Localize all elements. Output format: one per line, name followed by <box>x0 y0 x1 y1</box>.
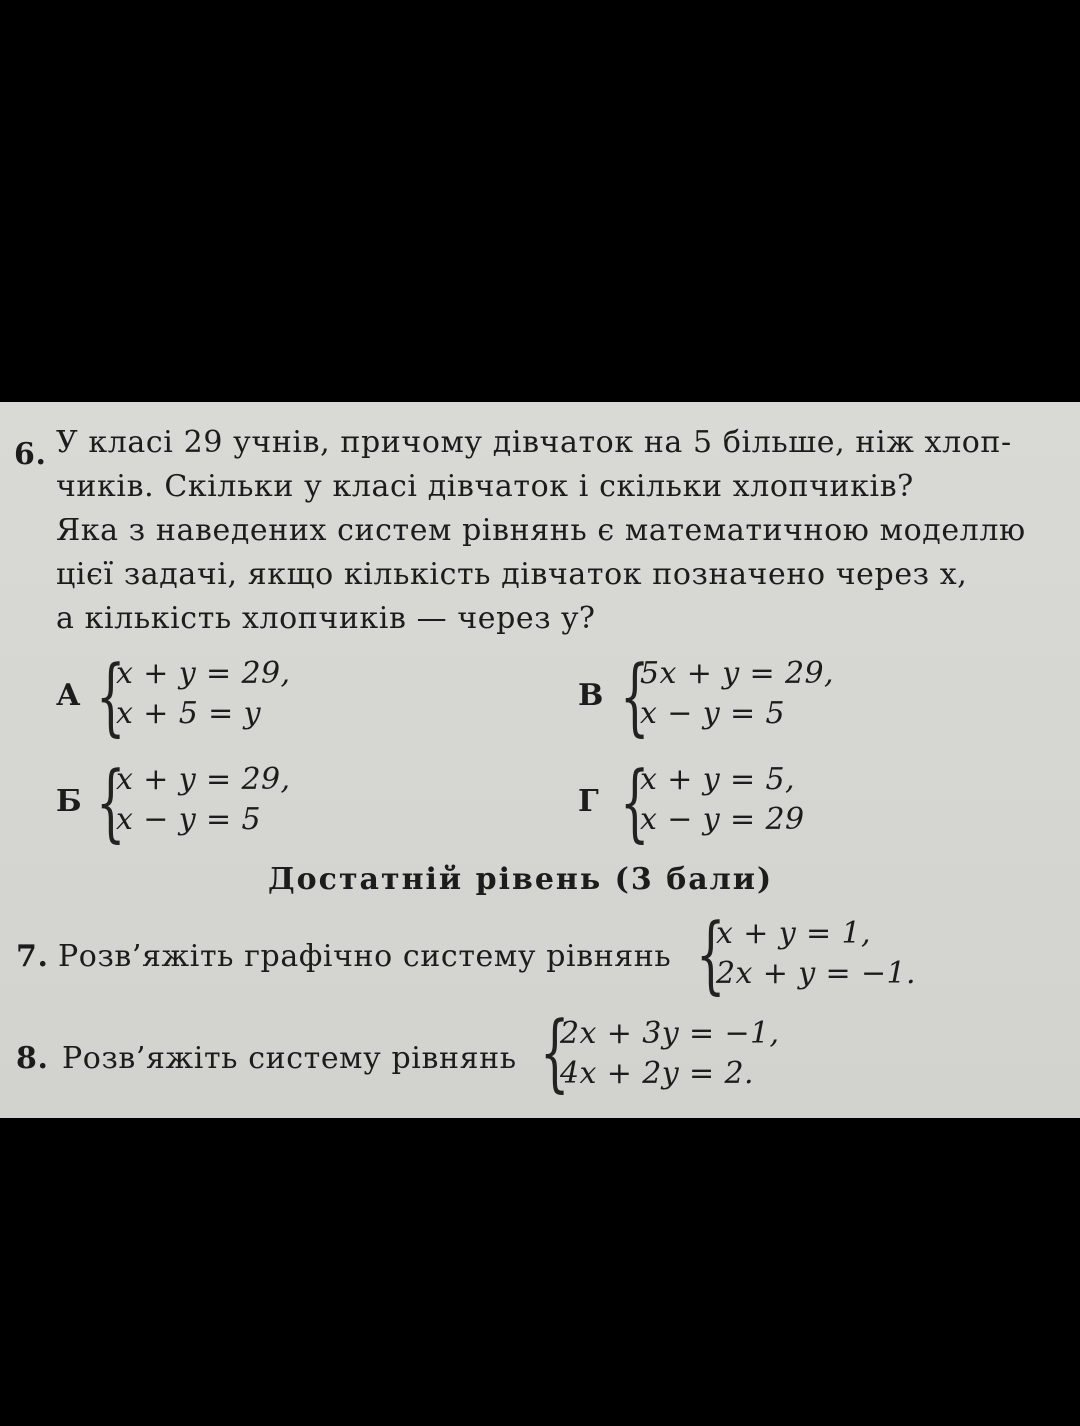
brace-icon: { <box>620 753 650 851</box>
brace-icon: { <box>540 1003 570 1101</box>
option-b-system <box>116 760 290 840</box>
problem-7-eq2: 2x + y = −1. <box>716 956 916 991</box>
option-b-eq2: x − y = 5 <box>116 802 261 837</box>
problem-8-eq2: 4x + 2y = 2. <box>560 1056 754 1091</box>
section-heading: Достатній рівень (3 бали) <box>268 862 774 897</box>
problem-6-line-2: чиків. Скільки у класі дівчаток і скільки хлопчиків? <box>56 469 914 504</box>
brace-icon: { <box>696 905 726 1003</box>
option-b-eq1: x + y = 29, <box>116 762 291 797</box>
problem-8-text: Розв’яжіть систему рівнянь <box>62 1041 517 1076</box>
option-g-eq2: x − y = 29 <box>640 802 805 837</box>
option-v-system <box>640 654 834 734</box>
option-a-system <box>116 654 290 734</box>
option-v-eq1: 5x + y = 29, <box>640 656 834 691</box>
problem-7-number: 7. <box>16 939 49 974</box>
brace-icon: { <box>96 647 126 745</box>
brace-icon: { <box>96 753 126 851</box>
problem-8-eq1: 2x + 3y = −1, <box>560 1016 780 1051</box>
problem-6-line-5: а кількість хлопчиків — через y? <box>56 601 596 636</box>
problem-6-line-1: У класі 29 учнів, причому дівчаток на 5 більше, ніж хлоп- <box>56 425 1012 460</box>
problem-6-number: 6. <box>14 437 47 472</box>
option-a-eq2: x + 5 = y <box>116 696 261 731</box>
option-g-eq1: x + y = 5, <box>640 762 795 797</box>
option-b-label: Б <box>56 784 82 819</box>
option-v-eq2: x − y = 5 <box>640 696 785 731</box>
problem-6-line-3: Яка з наведених систем рівнянь є математичною моделлю <box>56 513 1026 548</box>
problem-6-line-4: цієї задачі, якщо кількість дівчаток позначено через x, <box>56 557 968 592</box>
option-g-system <box>640 760 804 840</box>
problem-8-number: 8. <box>16 1041 49 1076</box>
problem-7-text: Розв’яжіть графічно систему рівнянь <box>58 939 672 974</box>
brace-icon: { <box>620 647 650 745</box>
problem-8-system <box>560 1014 779 1094</box>
option-a-eq1: x + y = 29, <box>116 656 291 691</box>
option-a-label: А <box>56 678 81 713</box>
problem-7-system <box>716 914 916 994</box>
textbook-page <box>0 402 1080 1118</box>
option-v-label: В <box>578 678 604 713</box>
problem-7-eq1: x + y = 1, <box>716 916 871 951</box>
option-g-label: Г <box>578 784 599 819</box>
